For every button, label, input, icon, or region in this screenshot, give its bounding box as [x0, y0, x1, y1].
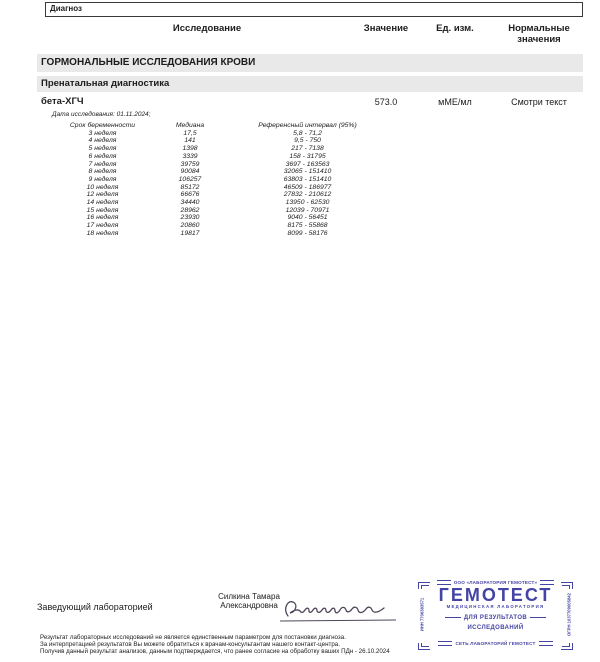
ref-week: 10 неделя — [86, 183, 119, 191]
ref-median: 17,5 — [183, 129, 197, 137]
disclaimer-line: Результат лабораторных исследований не является единственным параметром для постановки диагноза. — [40, 634, 346, 641]
test-value: 573.0 — [374, 97, 398, 107]
reference-row — [50, 176, 390, 184]
ref-interval: 12039 - 70971 — [285, 206, 330, 214]
ref-interval: 32065 - 151410 — [283, 168, 332, 176]
reference-row — [50, 168, 390, 176]
diagnosis-field-label: Диагноз — [50, 4, 82, 13]
ref-median: 23930 — [180, 214, 200, 222]
ref-interval: 3697 - 163563 — [285, 160, 330, 168]
ref-interval: 8099 - 58176 — [287, 229, 328, 237]
ref-median: 90084 — [180, 168, 200, 176]
stamp-rule-icon — [438, 641, 452, 646]
ref-week: 3 неделя — [88, 129, 117, 137]
ref-median: 85172 — [180, 183, 200, 191]
ref-interval: 46509 - 186977 — [283, 183, 332, 191]
reference-row — [50, 191, 390, 199]
column-header-value: Значение — [363, 23, 409, 34]
reference-row — [50, 199, 390, 207]
ref-interval: 5,8 - 71,2 — [293, 129, 322, 137]
ref-interval: 9040 - 56451 — [287, 214, 328, 222]
section-header-hormonal: ГОРМОНАЛЬНЫЕ ИССЛЕДОВАНИЯ КРОВИ — [37, 54, 583, 72]
stamp-rule-icon — [530, 617, 546, 619]
stamp-network-text: СЕТЬ ЛАБОРАТОРИЙ ГЕМОТЕСТ — [455, 641, 536, 646]
reference-row — [50, 214, 390, 222]
disclaimer-text — [40, 634, 425, 656]
diagnosis-field[interactable] — [45, 2, 583, 17]
stamp-inn: ИНН 7706383571 — [419, 597, 425, 632]
reference-table-header — [50, 122, 390, 130]
reference-row — [50, 137, 390, 145]
column-header-unit: Ед. изм. — [436, 23, 474, 34]
ref-week: 8 неделя — [88, 168, 117, 176]
stamp-subtitle: МЕДИЦИНСКАЯ ЛАБОРАТОРИЯ — [446, 604, 545, 609]
ref-week: 12 неделя — [86, 191, 119, 199]
reference-row — [50, 230, 390, 238]
ref-interval: 27832 - 210612 — [283, 191, 332, 199]
stamp-company-name: ООО «ЛАБОРАТОРИЯ ГЕМОТЕСТ» — [453, 580, 538, 585]
disclaimer-line: За интерпретацией результатов Вы можете обратиться к врачам-консультантам нашего контакт-центра. — [40, 641, 340, 649]
test-normal-range: Смотри текст — [511, 97, 567, 107]
lab-stamp — [418, 577, 573, 662]
study-date: Дата исследования: 01.11.2024; — [52, 111, 151, 118]
reference-row — [50, 145, 390, 153]
reference-row — [50, 222, 390, 230]
ref-header-week: Срок беременности — [69, 122, 136, 129]
ref-median: 66676 — [180, 191, 200, 199]
ref-interval: 217 - 7138 — [291, 145, 324, 153]
stamp-purpose-text1: ДЛЯ РЕЗУЛЬТАТОВ — [463, 615, 528, 621]
ref-median: 3339 — [182, 152, 198, 160]
stamp-purpose-line1 — [430, 615, 561, 621]
reference-table — [50, 122, 390, 238]
ref-median: 28962 — [180, 206, 200, 214]
stamp-ogrn: ОГРН 1037709005842 — [566, 593, 572, 636]
ref-median: 1398 — [182, 145, 198, 153]
ref-median: 34440 — [180, 199, 200, 207]
ref-week: 9 неделя — [88, 175, 117, 183]
ref-week: 6 неделя — [88, 152, 117, 160]
ref-interval: 9,5 - 750 — [294, 137, 321, 145]
lab-head-title: Заведующий лабораторией — [37, 602, 153, 612]
test-name: бета-ХГЧ — [41, 96, 84, 107]
signature — [278, 596, 402, 631]
stamp-purpose-line2: ИССЛЕДОВАНИЙ — [467, 625, 524, 631]
ref-header-interval: Референсный интервал (95%) — [258, 122, 357, 129]
stamp-brand: ГЕМОТЕСТ — [438, 585, 553, 605]
column-header-test: Исследование — [172, 23, 242, 34]
stamp-rule-icon — [539, 641, 553, 646]
reference-row — [50, 153, 390, 161]
doctor-name-line2: Александровна — [220, 601, 278, 610]
column-header-normal: Нормальные значения — [508, 23, 570, 45]
ref-week: 4 неделя — [88, 137, 117, 145]
reference-table-body — [50, 130, 390, 238]
ref-week: 16 неделя — [86, 214, 119, 222]
stamp-network-line — [426, 641, 565, 646]
ref-median: 106257 — [178, 175, 202, 183]
disclaimer-line: Получив данный результат анализов, данным подтверждается, что ранее согласие на обработку ваших ПДн - 26.10.2024 — [40, 648, 390, 656]
ref-interval: 158 - 31795 — [289, 152, 326, 160]
ref-week: 14 неделя — [86, 199, 119, 207]
ref-median: 39759 — [180, 160, 200, 168]
test-unit: мМЕ/мл — [438, 97, 472, 107]
ref-week: 18 неделя — [86, 229, 119, 237]
doctor-name-line1: Силкина Тамара — [218, 592, 280, 601]
ref-median: 20860 — [180, 222, 200, 230]
ref-week: 7 неделя — [88, 160, 117, 168]
ref-median: 19817 — [180, 229, 200, 237]
ref-header-median: Медиана — [175, 122, 205, 129]
ref-interval: 13950 - 62530 — [285, 199, 330, 207]
ref-interval: 63803 - 151410 — [283, 175, 332, 183]
signature-scribble-icon — [278, 596, 402, 626]
ref-median: 141 — [184, 137, 196, 145]
ref-interval: 8175 - 55868 — [287, 222, 328, 230]
ref-week: 5 неделя — [88, 145, 117, 153]
stamp-rule-icon — [445, 617, 461, 619]
ref-week: 17 неделя — [86, 222, 119, 230]
subsection-header-prenatal: Пренатальная диагностика — [37, 76, 583, 92]
ref-week: 15 неделя — [86, 206, 119, 214]
